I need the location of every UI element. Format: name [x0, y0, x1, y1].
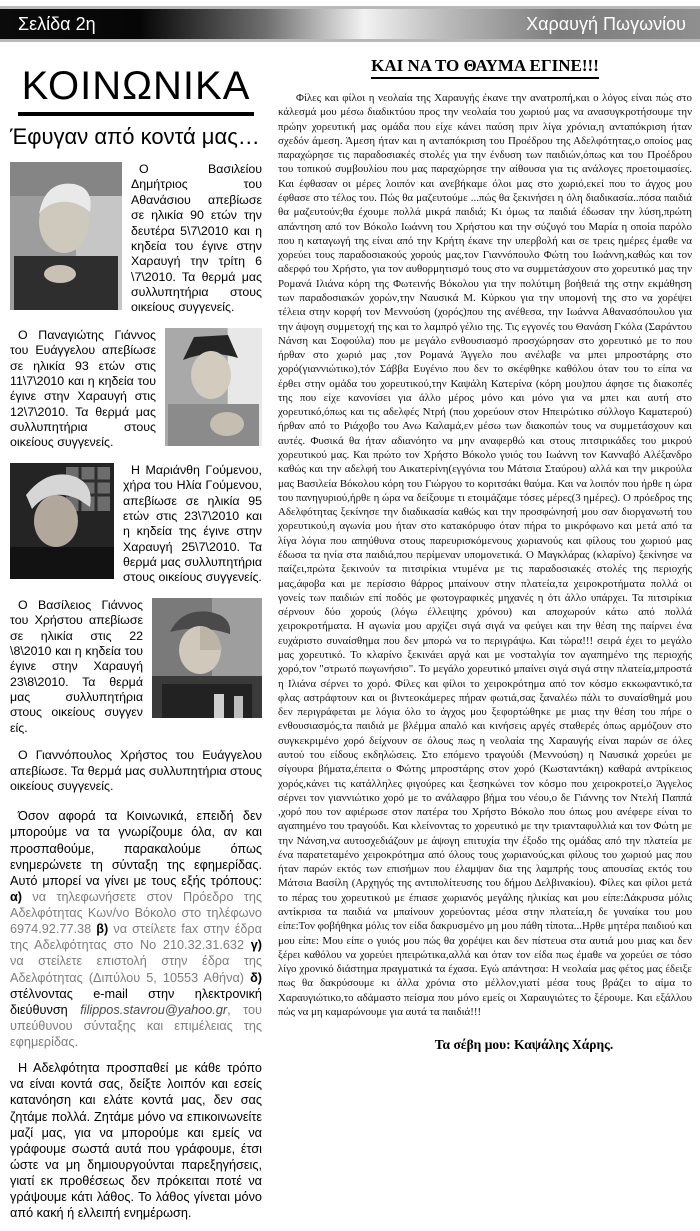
article-title: ΚΑΙ ΝΑ ΤΟ ΘΑΥΜΑ ΕΓΙΝΕ!!!	[371, 56, 599, 79]
obituary-entry-1	[10, 162, 262, 316]
obituary-entry-3	[10, 463, 262, 586]
obituaries-subtitle: Έφυγαν από κοντά μας…	[10, 124, 260, 149]
obituary-photo-1	[10, 162, 122, 310]
obituary-text: Ο Παναγιώτης Γιάννος του Ευάγγελου απεβίωσε σε ηλικία 93 ετών στις 11\7\2010 και η κηδεία του έγινε στην Χαραυγή στις 12\7\2010. Τα θερμά μας συλλυπητήρια στους οικείους συγγενείς.	[10, 327, 156, 450]
obituary-entry-5: Ο Γιαννόπουλος Χρήστος του Ευάγγελου απεβίωσε. Τα θερμά μας συλλυπητήρια στους οικείους συγγενείς.	[10, 748, 262, 793]
contact-option-a-label: α)	[10, 889, 23, 904]
page-header-bar	[0, 6, 700, 42]
newspaper-title: Χαραυγή Πωγωνίου	[526, 14, 686, 34]
contact-option-b-text: να στείλετε fax στην έδρα της Αδελφότητας στο No 210.32.31.632	[10, 922, 262, 953]
obituary-photo-4	[152, 598, 262, 718]
obituary-text: Η Μαριάνθη Γούμενου, χήρα του Ηλία Γούμενου, απεβίωσε σε ηλικία 95 ετών στις 23\7\2010 και η κηδεία της έγινε στην Χαραυγή 25\7\2010. Τα θερμά μας συλλυπητήρια στους οικείους συγγενείς.	[123, 462, 262, 585]
closing-paragraph: Η Αδελφότητα προσπαθεί με κάθε τρόπο να είναι κοντά σας, δείξτε λοιπόν και εσείς κατανόηση και ελάτε κοντά μας, δεν σας ζητάμε πολλά. Ζητάμε μόνο να επικοινωνείτε μαζί μας, για να μπορούμε και εμείς να γράφουμε σωστά αυτά που γράφουμε, έτσι ώστε να μη δημιουργούνται παρεξηγήσεις, γιατί εκ προθέσεως δεν πρόκειται ποτέ να γράψουμε κάτι λάθος. Το λάθος γίνεται μόνο από κακή ή ελλειπή ενημέρωση.	[10, 1061, 262, 1221]
contact-option-c-text: να στείλετε επιστολή στην έδρα της Αδελφότητας (Διπύλου 5, 10553 Αθήνα)	[10, 954, 262, 985]
contact-option-d-text: στέλνοντας e-mail στην ηλεκτρονική διεύθυνση	[10, 986, 262, 1017]
contact-option-b-label: β)	[96, 922, 109, 937]
social-section-title: ΚΟΙΝΩΝΙΚΑ	[18, 64, 255, 116]
article-signature: Τα σέβη μου: Καψάλης Χάρης.	[434, 1037, 614, 1053]
contact-option-d-label: δ)	[250, 970, 262, 985]
page-content	[0, 42, 700, 1231]
obituary-photo-2	[165, 328, 262, 446]
newspaper-page	[0, 6, 700, 1221]
page-number: Σελίδα 2η	[18, 14, 96, 34]
contact-intro: Όσον αφορά τα Κοινωνικά, επειδή δεν μπορούμε να τα γνωρίζουμε όλα, αν και προσπαθούμε, παρακαλούμε όπως ενημερώνετε τη σύνταξη της εφημερίδας. Αυτό μπορεί να γίνει με τους εξής τρόπους:	[10, 809, 262, 888]
article-body: Φίλες και φίλοι η νεολαία της Χαραυγής έκανε την ανατροπή,και ο λόγος είναι πώς στο κάλεσμά μου μέσω διαδικτύου προς την νεολαία του χωριού μας να ανασυγκροτήσουμε την πρώην χορευτική μας ομάδα που είχε κάνει παύση πριν λίγα χρόνια,η ανταπόκριση ήταν σχεδόν άμεση. Άμεση ήταν και η ανταπόκριση του Προέδρου της Αδελφότητας,ο οποίος μας παραχώρησε τις παραδοσιακές στολές για την ένδυση των παιδιών,όπως και του Προέδρου του τοπικού συμβουλίου που μας παραχώρησε την αίθουσα για τις ανάλογες προετοιμασίες. Και έφθασαν οι μέρες λοιπόν και ανεβήκαμε όλοι μας στο χωριό,εκεί που το άγχος μου έφθασε στο τέλος του. Πώς θα μαζευτούμε ...πώς θα ξεκινήσει η όλη διαδικασία..πόσα παιδιά θα μαζευτούν;θα έχουμε πολλά μικρά παιδιά; Κι όμως τα παιδιά έδωσαν την λύση,πρώτη απάντηση από τον Βόκολο Ιωάννη του Χρήστου και την σύζυγό του Μαρία η οποία παρόλο που η καταγωγή της είναι από την Κρήτη έκανε την υπερβολή και σε τρεις ημέρες έμαθε να χορεύει τους παραδοσιακούς χορούς μας,τον Γιαννόπουλο Φώτη του Ιωάννη,καθώς και τον αδερφό του Χρήστο, για τον αυθορμητισμό τους στο να συμμετάσχουν στο χορευτικό μας την Ρομανά Ιλιάνα κόρη της Φωτεινής Βόκολου για την πολύτιμη βοήθειά της στην εκμάθηση των παραδοσιακών χορών,την Ναυσικά Μ. Κύρκου για την υπομονή της στο να χορέψει τέλεια στην κορφή τον Μεννούση (χορός)που της ανέθεσα, την Ιωάννα Αθανασόπουλου για την άψογη συμμετοχή της και το λαμπρό γέλιο της. Τις εγγονές του Θανάση Γκόλα (Σαράντου Νάνση και Σοφούλα) που με μεγάλο ενθουσιασμό προσχώρησαν στο χορευτικό με το που ήρθαν στο χωριό μας ,τον Ρομανά Άγγελο που ανέλαβε να μπει μπροστάρης στο χορό(γιαννιώτικο),τόν Σάββα Ευγένιο που δεν το σκέφθηκε καθόλου όταν του το είπα να έρθει στην ομάδα του χορευτικού,την Καψάλη Κατερίνα (κόρη μου)που άφησε τις διακοπές της που είχε κανονίσει για άλλο μέρος μόνο και μόνο για να μπει και αυτή στο χορευτικό,όπως και τις αδελφές Ντρή (που χορεύουν στον Ηπειρώτικο σύλλογο Καματερού) ήρθαν από το Ριάχοβο του Ανω Καλαμά,εν μέσω των διακοπών τους να συμμετάσχουν και αυτές. Φυσικά θα ήταν αδιανόητο να μην αναφερθώ και στους πιτσιρικάδες του μικρού χορευτικού μας. Και πρώτο τον Χρήστο Βόκολο γυιός του Ιωάννη τον Κανναβό Αλέξανδρο καθώς και την αδελφή του Αικατερίνη(εγγόνια του Μάτσια Σταύρου) αλλά και την μικρούλα μας Βασιλεία Βόκολου κόρη του Γιώργου το κοριτσάκι θαύμα. Και να λοιπόν που ήρθε η ώρα του πανηγυριού,ήρθε η ώρα να δείξουμε τι ετοιμάζαμε τόσες μέρες(3 ημέρες). Ο πρόεδρος της Αδελφότητας ξεκίνησε την διαδικασία καθώς και την προσφώνησή μου σαν διοργανωτή του χορευτικού,η αγωνία μου ήταν στο κατακόρυφο όταν πήρα το μικρόφωνο και μετά από τα λίγα λόγια που απηύθυνα στους παρευρισκόμενους χωριανούς και φίλους του χωριού μας έδωσα τα ηνία στα παιδιά,που περίμεναν υπομονετικά. Ο Μαγκλάρας (κλαρίνο) ξεκίνησε να παίζει,πρώτα ξεκινούν τα πιτσιρίκια ντυμένα με τις παραδοσιακές στολές της περιοχής μας,άφοβα και με περίσσιο θάρρος μπαίνουν στην πλατεία,τα χειροκροτήματα πολλά οι γονείς των παιδιών επί ποδός με φωτογραφικές μηχανές η ότι άλλο υπάρχει. Τα πιτσιρίκια σέρνουν δύο χορούς (λόγω έλλειψης χρόνου) και αποχωρούν κάτω από πολλά χειροκροτήματα. Η αγωνία μου αρχίζει σιγά σιγά να φεύγει και την θέση της παίρνει ένα ευχάριστο συναίσθημα που δεν μπορώ να το περιγράψω. Και τώρα!!! σειρά έχει το μεγάλο μας χορευτικό. Το κλαρίνο ξεκινάει αργά και με νοσταλγία τον αγαπημένο της περιοχής χορό,τον "στρωτό πωγωνήσιο". Το μεγάλο χορευτικό μπαίνει σιγά σιγά στην πλατεία,μπροστά η Ιλιάνα σέρνει το χορό. Φίλες και φίλοι το χειροκρότημα από τον κόσμο εκκωφαντικό,τα φλας αστράφτουν και οι βιντεοκάμερες πήραν φωτιά,σας ξαναλέω πάλι το συναίσθημά μου δεν περιγράφεται με λόγια όλο το άγχος μου ξεφορτώθηκε με μιας την θέση του πήρε ο ενθουσιασμός,τα παιδιά με βλέμμα απαλό και κινήσεις αργές σταθερές όπως αρμόζουν στο συγκεκριμένο χορό δείχνουν σε όλους πως η νεολαία της Χαραυγής είναι παρών σε όλες αυτού του είδους εκδηλώσεις. Στο επόμενο τραγούδι (Μεννούση) η Ναυσικά χορεύει με σίγουρα βήματα,έπειτα ο Φώτης μπροστάρης στον χορό (Κωσταντάκη) καθαρά αντρίκειος χορός,κάνει τις κατάλληλες φιγούρες και ξεσηκώνει τον κόσμο που χειροκροτεί,ο Άγγελος σέρνει τον γιαννιώτικο χορό με το ανάλαφρο βήμα του νέου,ο δε Γιάννης τον Ντελή Παππά ,χορό που τον αφιέρωσε στον πατέρα του Χρήστο Βόκολο που όπως μου ανέφερε είναι το αγαπημένο του τραγούδι. Και κλείνοντας το χορευτικό με την τριανταφυλλιά και τον Φώτη με την Νάνση,να αυτοσχεδιάζουν με άψογη επιτυχία την έξοδο της ομάδας από την πλατεία με ένα παρατεταμένο χειροκρότημα από όλους τους χωριανούς,και φίλους του χωριού μας που ήταν παρών εκτός των επισήμων που έλαμψαν δια της λαμπρής τους απουσίας εκτός του Μάτσια Βασίλη (Αρχηγός της αντιπολίτευσης του δήμου Δελβινακίου). Φίλες και φίλοι μετά το πέρας του χορευτικού με έπιασε χωριανός μεγάλης ηλικίας και μου είπε:Δάκρυσα μόλις αντίκρισα τα παιδιά να μπαίνουν χορεύοντας μέσα στην πλατεία,η δε γυναίκα του μου είπε:Τον φοβήθηκα μόλις τον είδα δακρυσμένο μη μου πάθη τίποτα...Ηρθε μητέρα παιδιού και μου είπε: Μου είπε ο γυιός μου πώς θα χορέψει και δεν πίστευα στα αυτιά μου μιας και δεν ξέρει καθόλου να χορεύει ηπειρώτικα,αλλά και όταν τον είδα πως έμαθε να χορεύει σε τόσο λίγο χρονικό διάστημα πραγματικά τα έχασα. Εγώ απάντησα: Η νεολαία μας φέτος μας έδειξε πως θα δακρύσουμε κι άλλα χρόνια στο μέλλον,γιατί μέσα τους βράζει το αίμα το Χαραυγιώτικο,το αδάμαστο πείσμα που μόνο εμείς οι Χαραυγιώτες το ξέρουμε. Και εξάλλου πώς να μη καμαρώνουμε για αυτά τα παιδιά!!!	[278, 92, 692, 1018]
contact-email: filippos.stavrou@yahoo.gr	[80, 1002, 228, 1017]
contact-option-d-tail: , του υπεύθυνου σύνταξης και επιμέλειας της εφημερίδας.	[10, 1002, 262, 1049]
obituary-entry-2	[10, 328, 262, 451]
contact-option-c-label: γ)	[250, 938, 262, 953]
contact-info-paragraph	[10, 808, 262, 1050]
obituary-entry-4	[10, 598, 262, 736]
social-column	[10, 54, 262, 1231]
contact-option-a-text: να τηλεφωνήσετε στον Πρόεδρο της Αδελφότητας Κων/νο Βόκολο στο τηλέφωνο 6974.92.77.38	[10, 889, 262, 937]
obituary-text: Ο Βασιλείου Δημήτριος του Αθανάσιου απεβίωσε σε ηλικία 90 ετών την δευτέρα 5\7\2010 και η κηδεία του έγινε στην Χαραυγή την τρίτη 6 \7\2010. Τα θερμά μας συλλυπητήρια στους οικείους συγγενείς.	[131, 162, 262, 315]
article-column	[278, 54, 692, 1231]
obituary-text: Ο Βασίλειος Γιάννος του Χρήστου απεβίωσε σε ηλικία στις 22 \8\2010 και η κηδεία του έγινε στην Χαραυγή 23\8\2010. Τα θερμά μας συλλυπητήρια στους οικείους συγγεν είς.	[10, 597, 143, 735]
obituary-photo-3	[10, 463, 114, 579]
